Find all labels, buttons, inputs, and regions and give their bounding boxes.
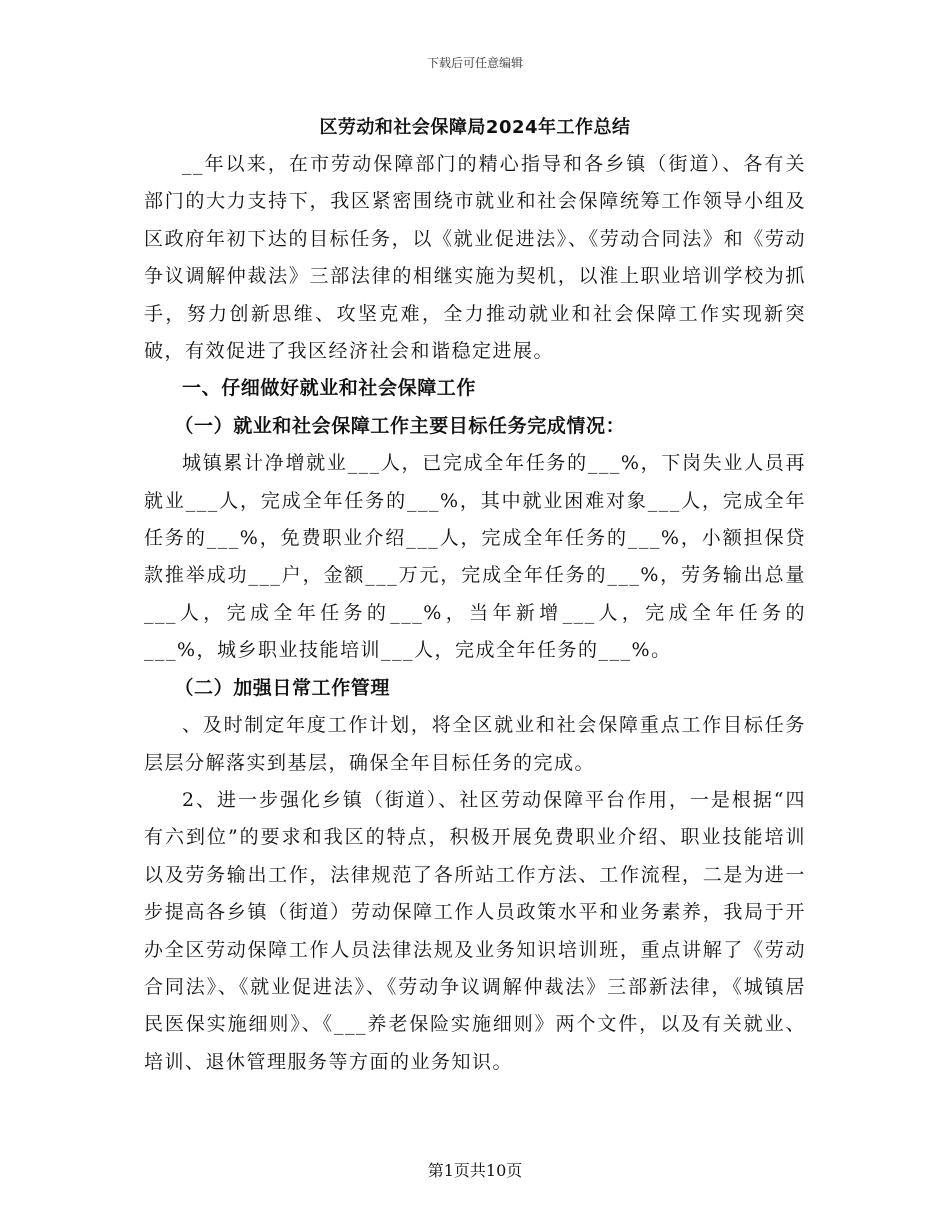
intro-paragraph: __年以来，在市劳动保障部门的精心指导和各乡镇（街道）、各有关部门的大力支持下，我区紧密围绕市就业和社会保障统筹工作领导小组及区政府年初下达的目标任务，以《就业促进法》、《劳动合同法》和《劳动争议调解仲裁法》三部法律的相继实施为契机，以淮上职业培训学校为抓手，努力创新思维、攻坚克难，全力推动就业和社会保障工作实现新突破，有效促进了我区经济社会和谐稳定进展。 xyxy=(144,153,806,363)
page-header-note: 下载后可任意编辑 xyxy=(426,56,523,70)
page-number-footer: 第1页共10页 xyxy=(427,1161,523,1180)
item-2-paragraph: 2、进一步强化乡镇（街道）、社区劳动保障平台作用，一是根据“四有六到位”的要求和我区的特点，积极开展免费职业介绍、职业技能培训以及劳务输出工作，法律规范了各所站工作方法、工作流程，二是为进一步提高各乡镇（街道）劳动保障工作人员政策水平和业务素养，我局于开办全区劳动保障工作人员法律法规及业务知识培训班，重点讲解了《劳动合同法》、《就业促进法》、《劳动争议调解仲裁法》三部新法律，《城镇居民医保实施细则》、《___养老保险实施细则》两个文件，以及有关就业、培训、退休管理服务等方面的业务知识。 xyxy=(144,788,806,1073)
item-1-paragraph: 、及时制定年度工作计划，将全区就业和社会保障重点工作目标任务层层分解落实到基层，确保全年目标任务的完成。 xyxy=(144,714,806,774)
document-body xyxy=(144,112,806,1081)
subsection-heading-2: （二）加强日常工作管理 xyxy=(174,676,390,699)
subsection-heading-1: （一）就业和社会保障工作主要目标任务完成情况： xyxy=(174,414,626,437)
section-heading-1: 一、仔细做好就业和社会保障工作 xyxy=(182,377,477,400)
stats-paragraph: 城镇累计净增就业___人，已完成全年任务的___%，下岗失业人员再就业___人，完成全年任务的___%，其中就业困难对象___人，完成全年任务的___%，免费职业介绍___人，完成全年任务的___%，小额担保贷款推举成功___户，金额___万元，完成全年任务的___%，劳务输出总量___人，完成全年任务的___%，当年新增___人，完成全年任务的___%，城乡职业技能培训___人，完成全年任务的___%。 xyxy=(144,452,806,662)
document-title: 区劳动和社会保障局2024年工作总结 xyxy=(319,117,631,138)
